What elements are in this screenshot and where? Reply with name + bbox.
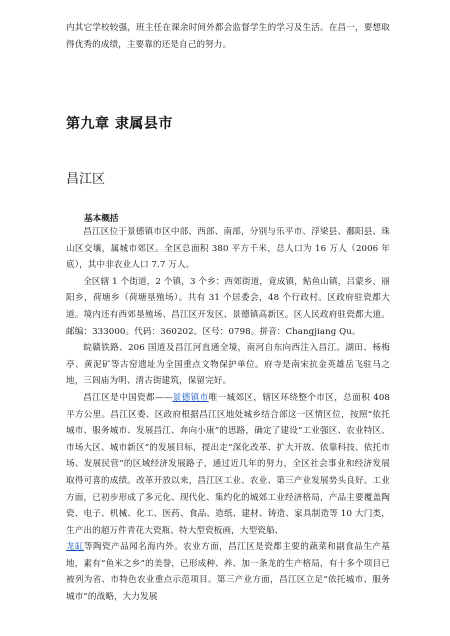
jingdezhen-link[interactable]: 景德镇市	[172, 392, 209, 403]
paragraph-transport: 皖赣铁路、206 国道及昌江河直通全境，南河自东向西注入昌江。湖田、杨梅亭、黄泥矿等古窑遗址为全国重点文物保护单位。府寺是南宋抗金英雄岳飞驻马之地，三闾庙为明、清古街建筑，保留完好。	[66, 343, 390, 387]
chapter-heading: 第九章 隶属县市	[66, 116, 173, 132]
paragraph-economy	[66, 390, 390, 539]
paragraph-agriculture	[66, 539, 390, 605]
p5-after-link: 等陶瓷产品闻名海内外。农业方面，昌江区是瓷都主要的蔬菜和副食品生产基地，素有“鱼米之乡”的美誉，已形成种、养、加一条龙的生产格局，有十多个项目已被列为省、市特色农业重点示范项目。第三产业方面，昌江区立足“依托城市、服务城市”的战略，大力发展	[66, 542, 391, 603]
intro-paragraph: 内其它学校较强，班主任在课余时间外都会监督学生的学习及生活。在昌一，要想取得优秀的成绩，主要靠的还是自己的努力。	[66, 23, 390, 50]
paragraph-area: 昌江区位于景德镇市区中部、西部、南部，分别与乐平市、浮梁县、鄱阳县、珠山区交壤，属城市郊区。全区总面积 380 平方千米，总人口为 16 万人（2006 年底），其中非农业人口 7.7 万人。	[66, 227, 390, 271]
longgang-link[interactable]: 龙缸	[66, 542, 85, 553]
paragraph-admin: 全区辖 1 个街道，2 个镇，3 个乡：西郊街道，竟成镇，鲇鱼山镇，吕蒙乡，丽阳乡，荷塘乡（荷塘垦殖场）。共有 31 个居委会，48 个行政村。区政府驻瓷都大道。境内还有西郊垦殖场、昌江区开发区、景德镇高新区。区人民政府驻瓷都大道。邮编：333000。代码：360202。区号：0798。拼音：Changjiang Qu。	[66, 276, 390, 337]
p4-before-link: 昌江区是中国瓷都——	[83, 392, 173, 403]
section-heading: 基本概括	[84, 214, 119, 224]
body-text	[66, 224, 390, 606]
p4-after-link: 唯一城郊区，辖区环绕整个市区，总面积 408 平方公里。昌江区委、区政府根据昌江区地处城乡结合部这一区情区位，按照“依托城市、服务城市、发展昌江、奔向小康”的思路，确定了建设“工业强区、农业特区、市场大区、城市新区”的发展目标，提出走“深化改革、扩大开放、依靠科技、依托市场、发展民营”的区域经济发展路子，通过近几年的努力，全区社会事业和经济发展取得可喜的成绩。改革开放以来，昌江区工业、农业、第三产业发展势头良好。工业方面，已初步形成了多元化、现代化、集约化的城郊工业经济格局，产品主要覆盖陶瓷、电子、机械、化工、医药、食品、造纸、建材、铸造、家具制造等 10 大门类，生产出的超万件青花大瓷瓶、特大型瓷板画，大型瓷船、	[66, 392, 390, 536]
district-heading: 昌江区	[66, 172, 106, 187]
